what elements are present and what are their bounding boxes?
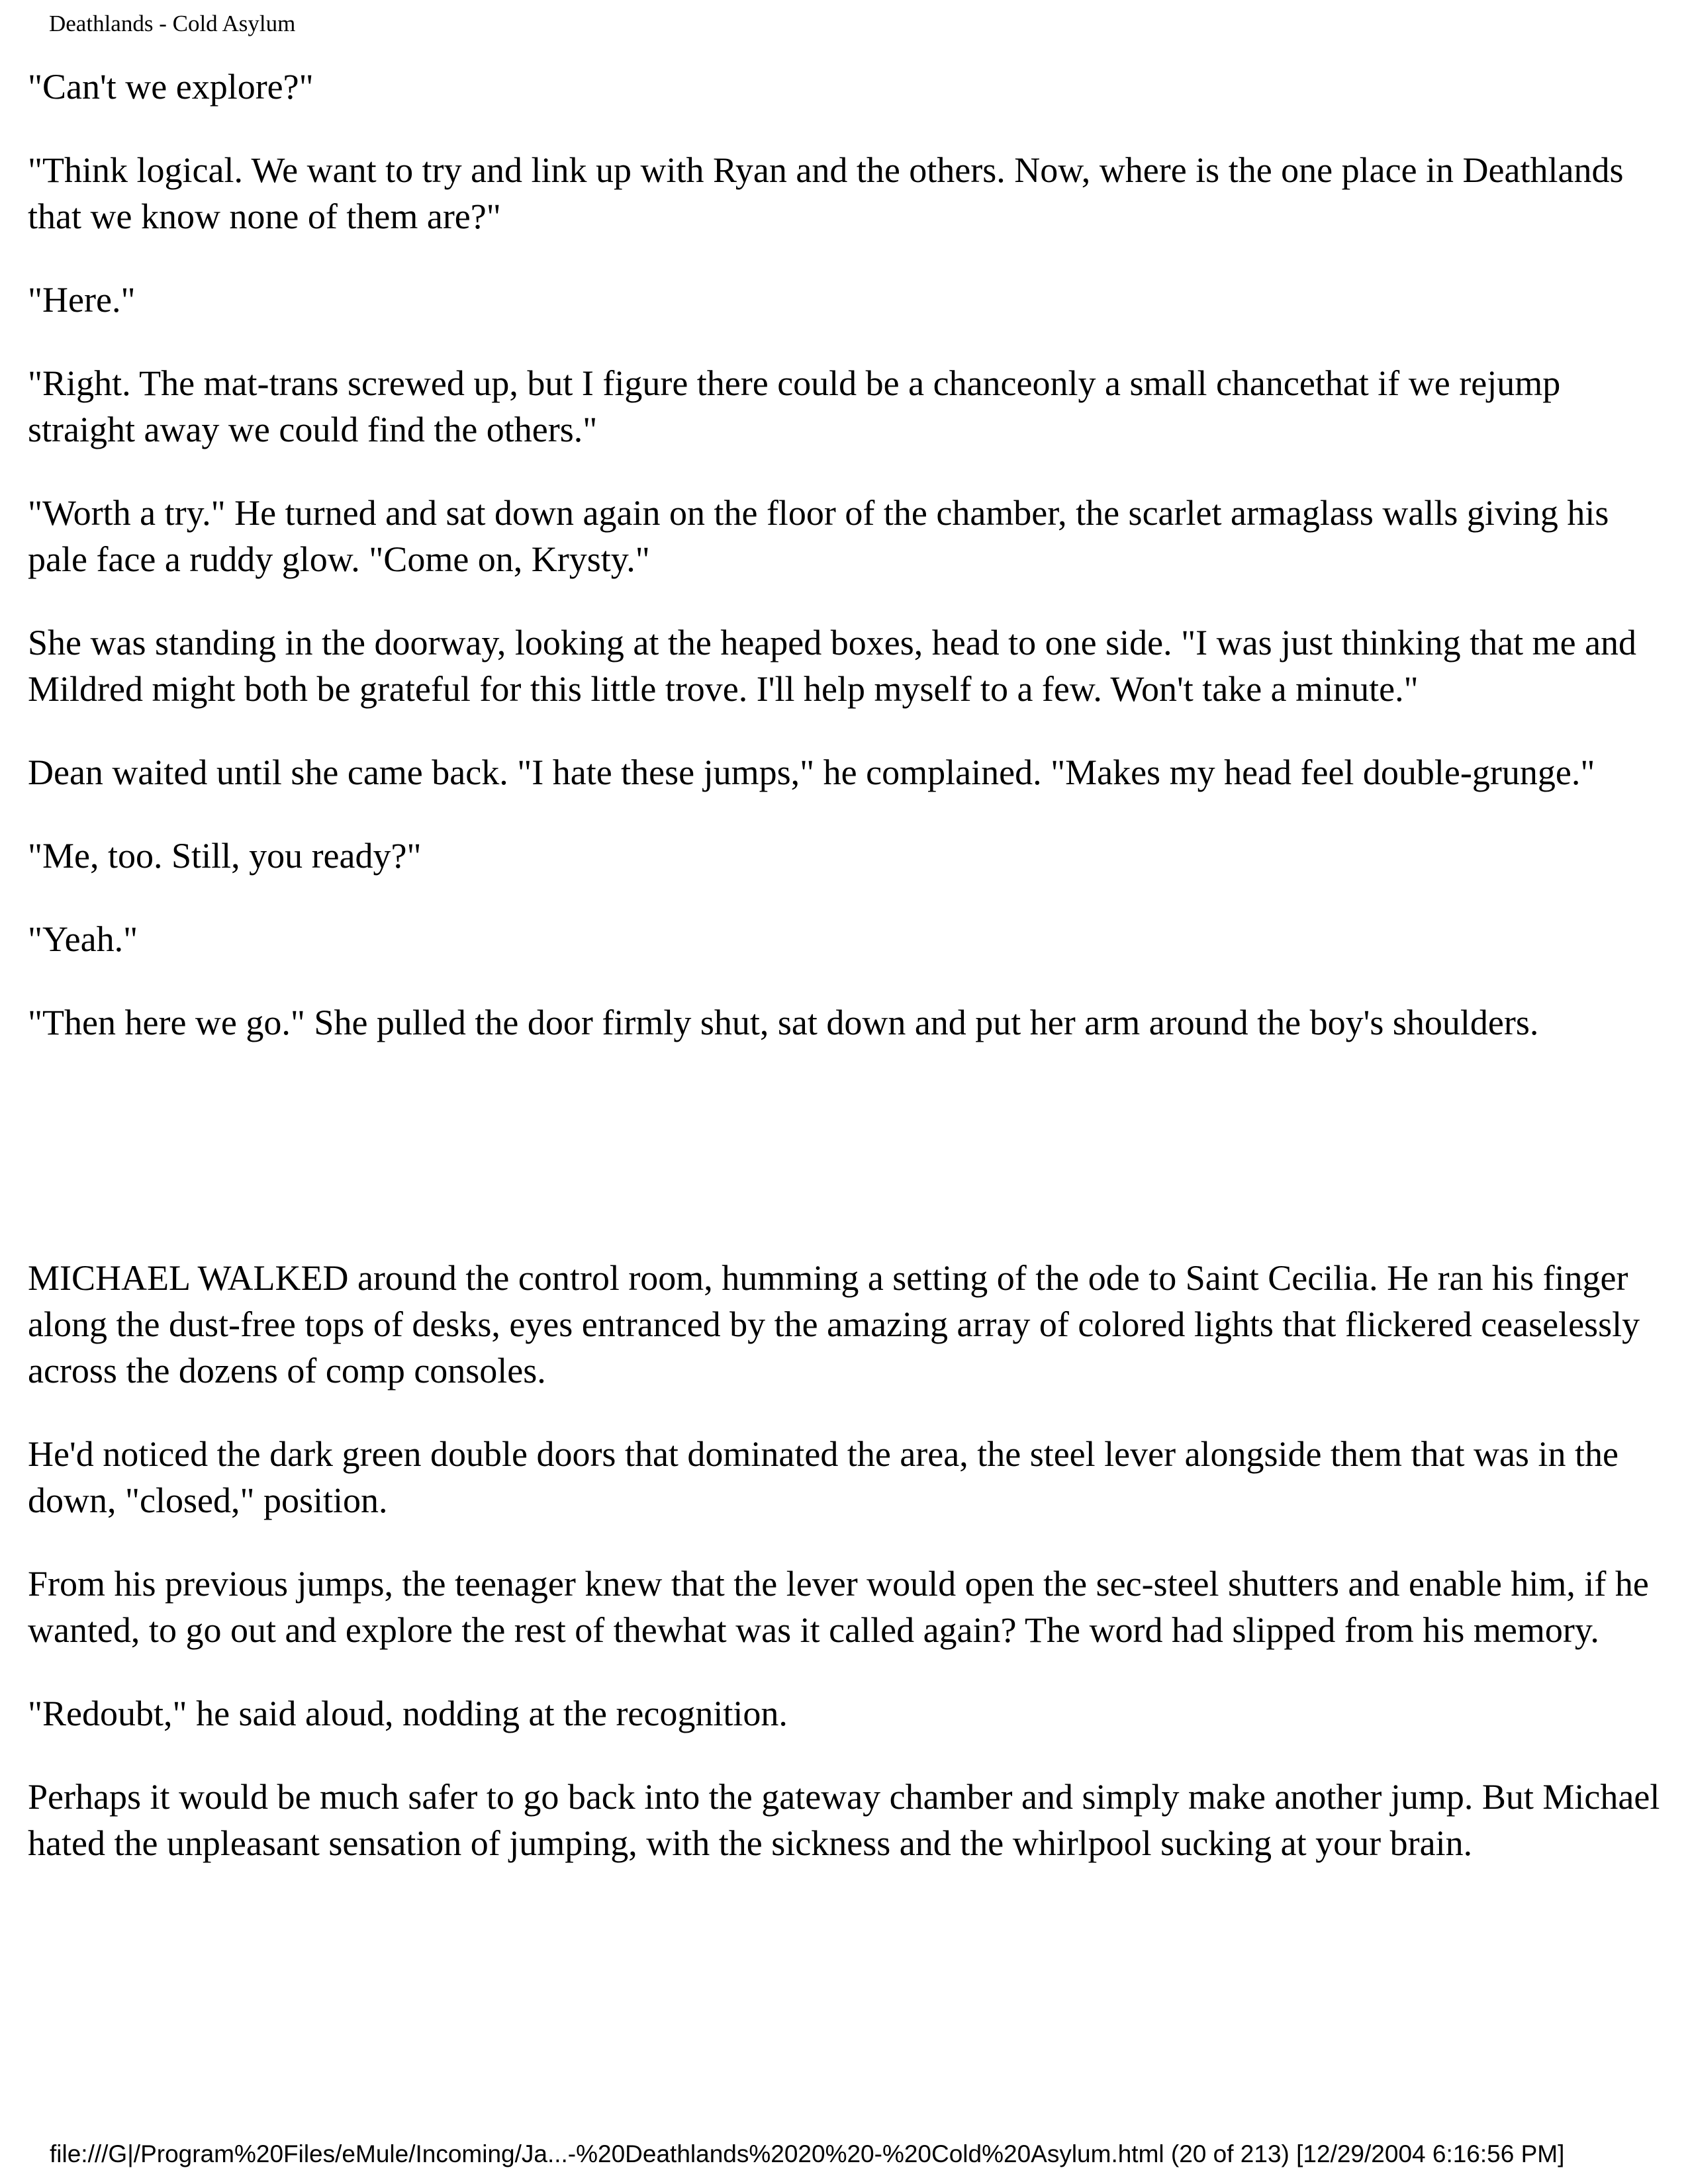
paragraph: "Right. The mat-trans screwed up, but I figure there could be a chanceonly a small chancethat if we rejump straight away we could find the others." [28,363,1561,449]
paragraph: "Think logical. We want to try and link up with Ryan and the others. Now, where is the one place in Deathlands that we know none of them are?" [28,150,1624,236]
paragraph: MICHAEL WALKED around the control room, humming a setting of the ode to Saint Cecilia. He ran his finger along the dust-free tops of desks, eyes entranced by the amazing array of colored lights that flickered ceaselessly across the dozens of comp consoles. [28,1258,1640,1390]
paragraph: She was standing in the doorway, looking at the heaped boxes, head to one side. "I was just thinking that me and Mildred might both be grateful for this little trove. I'll help myself to a few. Won't take a minute." [28,623,1637,709]
paragraph: From his previous jumps, the teenager knew that the lever would open the sec-steel shutters and enable him, if he wanted, to go out and explore the rest of thewhat was it called again? The word had slipped from his memory. [28,1564,1649,1650]
paragraph: "Me, too. Still, you ready?" [28,836,422,876]
page-footer-url: file:///G|/Program%20Files/eMule/Incoming/Ja...-%20Deathlands%2020%20-%20Cold%20Asylum.html (20 of 213) [12/29/2004 6:16:56 PM] [50,2140,1565,2167]
paragraph: Perhaps it would be much safer to go back into the gateway chamber and simply make another jump. But Michael hated the unpleasant sensation of jumping, with the sickness and the whirlpool sucking at your brain. [28,1777,1660,1863]
paragraph: "Worth a try." He turned and sat down again on the floor of the chamber, the scarlet armaglass walls giving his pale face a ruddy glow. "Come on, Krysty." [28,493,1609,579]
section-1 [28,64,1669,1046]
section-break [28,1083,1669,1255]
paragraph: "Can't we explore?" [28,67,314,107]
paragraph: "Then here we go." She pulled the door firmly shut, sat down and put her arm around the boy's shoulders. [28,1003,1539,1042]
document-body [28,64,1669,1903]
paragraph: "Yeah." [28,919,138,959]
page-header-title: Deathlands - Cold Asylum [49,11,296,36]
paragraph: He'd noticed the dark green double doors that dominated the area, the steel lever alongside them that was in the down, "closed," position. [28,1434,1618,1520]
paragraph: Dean waited until she came back. "I hate these jumps," he complained. "Makes my head feel double-grunge." [28,752,1595,792]
paragraph: "Here." [28,280,136,320]
section-2 [28,1255,1669,1866]
paragraph: "Redoubt," he said aloud, nodding at the recognition. [28,1694,788,1733]
